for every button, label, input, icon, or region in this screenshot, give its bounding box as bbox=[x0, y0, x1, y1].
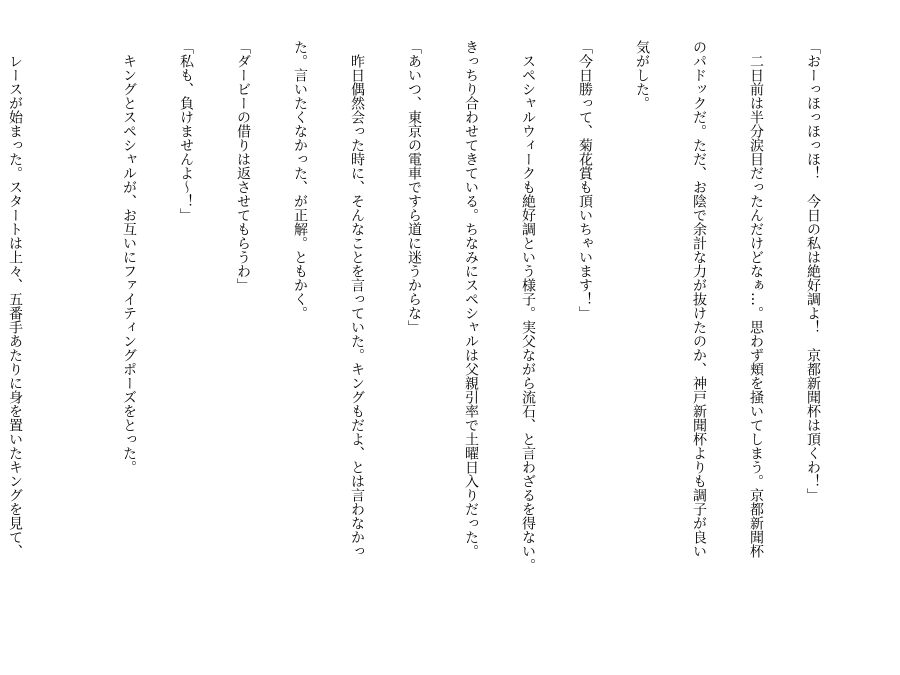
text-line-11: 「ダービーの借りは返させてもらうわ」 bbox=[235, 40, 251, 292]
text-line-8: 「あいつ、東京の電車ですら道に迷うからな」 bbox=[406, 40, 422, 334]
text-line-12: 「私も、負けませんよ～！」 bbox=[178, 40, 194, 222]
blank-line bbox=[62, 40, 81, 640]
text-line-5: 「今日勝って、菊花賞も頂いちゃいます！」 bbox=[577, 40, 593, 320]
text-line-15: レースが始まった。スタートは上々、五番手あたりに身を置いたキングを見て、 bbox=[7, 40, 23, 558]
text-line-6: スペシャルウィークも絶好調という様子。実父ながら流石、と言わざるを得ない。 bbox=[520, 40, 536, 572]
text-line-4: 気がした。 bbox=[634, 40, 650, 110]
text-line-9: 昨日偶然会った時に、そんなことを言っていた。キングもだよ、とは言わなかっ bbox=[349, 40, 365, 558]
vertical-text-block bbox=[0, 40, 860, 640]
text-line-13: キングとスペシャルが、お互いにファイティングポーズをとった。 bbox=[121, 40, 137, 474]
text-line-10: た。言いたくなかった、が正解。ともかく。 bbox=[292, 40, 308, 320]
text-line-1: 「おーっほっほっほ！ 今日の私は絶好調よ！ 京都新聞杯は頂くわ！」 bbox=[805, 40, 821, 502]
text-line-7: きっちり合わせてきている。ちなみにスペシャルは父親引率で土曜日入りだった。 bbox=[463, 40, 479, 558]
text-line-2: 二日前は半分涙目だったんだけどなぁ…。思わず頬を掻いてしまう。京都新聞杯 bbox=[748, 40, 764, 558]
text-line-3: のパドックだ。ただ、お陰で余計な力が抜けたのか、神戸新聞杯よりも調子が良い bbox=[691, 40, 707, 558]
